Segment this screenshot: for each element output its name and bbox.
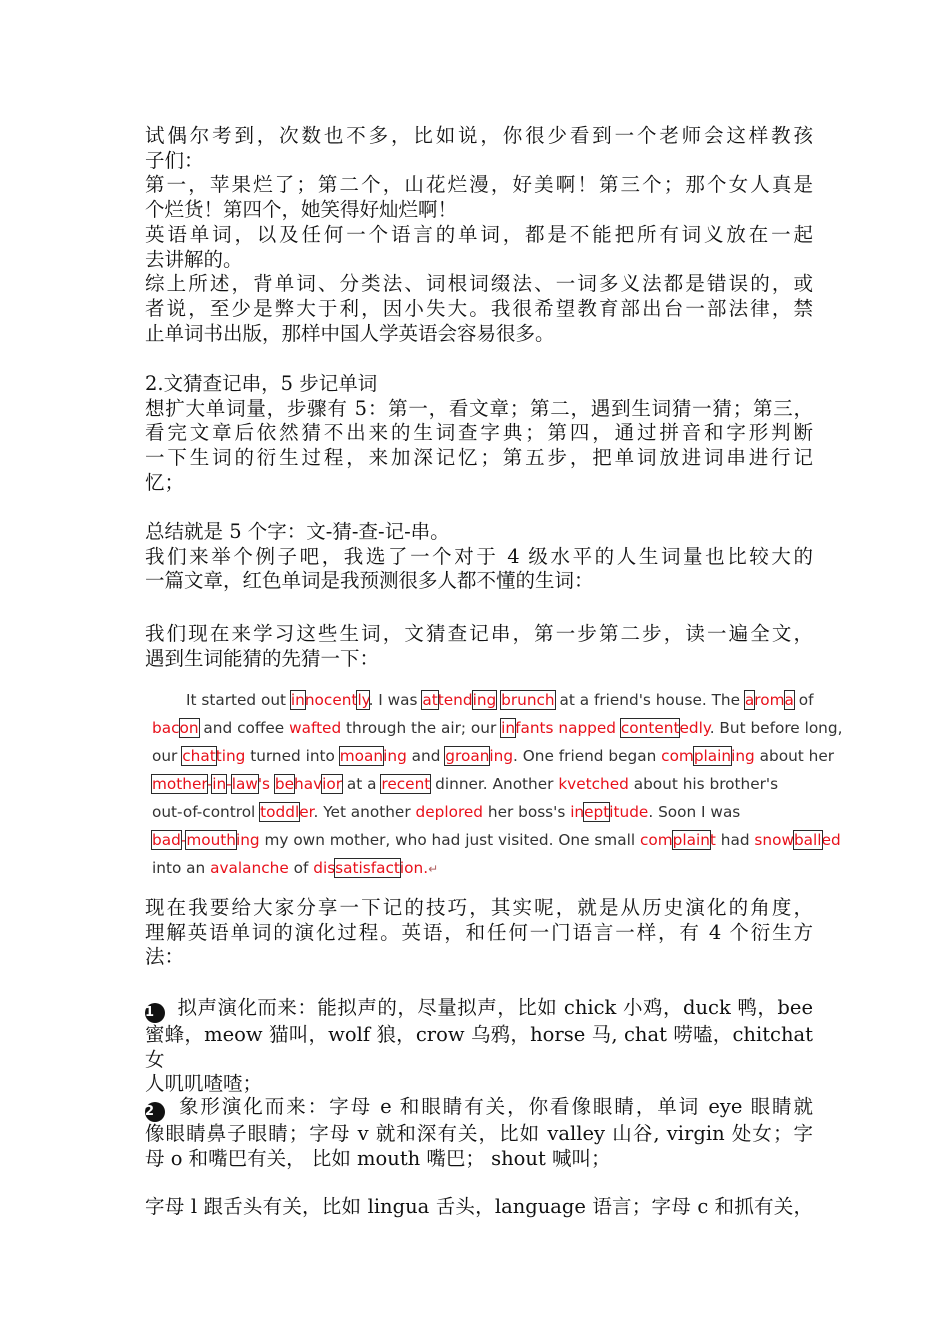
vocab-word-wafted: wafted (289, 719, 342, 737)
passage-text: . Yet another (313, 803, 416, 821)
vocab-word-bacon: bacon (152, 719, 199, 737)
passage-text: of (793, 691, 814, 709)
text-line: 理解英语单词的演化过程。英语，和任何一门语言一样，有 4 个衍生方 (145, 920, 813, 944)
vocab-word-innocently: innocently (290, 691, 369, 709)
text-line: 现在我要给大家分享一下记的技巧，其实呢，就是从历史演化的角度， (145, 896, 813, 919)
share-paragraph (145, 896, 813, 970)
passage-text: about her (754, 747, 835, 765)
passage-text: her boss's (483, 803, 571, 821)
passage-line (152, 770, 812, 798)
text-line: 字母 l 跟舌头有关，比如 lingua 舌头，language 语言；字母 c 和抓有关， (145, 1195, 813, 1218)
text-line: 者说，至少是弊大于利，因小失大。我很希望教育部出台一部法律，禁 (145, 296, 813, 320)
passage-text: . But before long, (709, 719, 843, 737)
vocab-word-dissatisfaction: dissatisfaction. (313, 859, 429, 877)
text-line: 总结就是 5 个字：文-猜-查-记-串。 (145, 520, 450, 543)
passage-text: and coffee (198, 719, 290, 737)
text-line: 个烂货！第四个，她笑得好灿烂啊！ (145, 198, 458, 222)
text-line: 试偶尔考到，次数也不多，比如说，你很少看到一个老师会这样教孩 (145, 124, 813, 147)
passage-text: turned into (245, 747, 340, 765)
text-line: 去讲解的。 (145, 247, 243, 271)
text-line: 想扩大单词量，步骤有 5：第一，看文章；第二，遇到生词猜一猜；第三， (145, 396, 813, 420)
vocab-word-aroma: aroma (744, 691, 794, 709)
vocab-word-deplored: deplored (415, 803, 484, 821)
passage-text: into an (152, 859, 211, 877)
passage-text: . One friend began (513, 747, 662, 765)
text-line: 综上所述，背单词、分类法、词根词缀法、一词多义法都是错误的，或 (145, 272, 813, 296)
passage-text: . Soon I was (648, 803, 741, 821)
passage-line (152, 714, 843, 742)
intro-paragraph (145, 124, 813, 346)
section-heading: 2.文猜查记串，5 步记单词 (145, 372, 378, 395)
vocab-word-napped: napped (558, 719, 616, 737)
passage-text: out-of-control (152, 803, 261, 821)
passage-line (152, 854, 812, 883)
vocab-word-brunch: brunch (501, 691, 555, 709)
passage-text: at a friend's house. The (554, 691, 745, 709)
vocab-word-contentedly: contentedly (620, 719, 710, 737)
passage-text: had (715, 831, 755, 849)
text-line: 我们现在来学习这些生词，文猜查记串，第一步第二步，读一遍全文， (145, 622, 813, 645)
passage-text: my own mother, who had just visited. One small (259, 831, 640, 849)
vocab-word-moaning: moaning (339, 747, 407, 765)
passage-line (152, 826, 841, 854)
vocab-word-bad-mouthing: bad-mouthing (152, 831, 260, 849)
text-line: 人叽叽喳喳； (145, 1072, 263, 1096)
passage-text: about his brother's (628, 775, 779, 793)
text-line: 子们： (145, 148, 204, 172)
passage-text: . I was (368, 691, 423, 709)
method-2-paragraph (145, 1095, 813, 1171)
text-line: 英语单词，以及任何一个语言的单词，都是不能把所有词义放在一起 (145, 222, 813, 246)
letter-l-paragraph (145, 1195, 813, 1220)
passage-text: at a (342, 775, 382, 793)
text-line: 法： (145, 945, 185, 969)
step-paragraph (145, 622, 813, 671)
passage-line (152, 798, 812, 826)
vocab-word-avalanche: avalanche (210, 859, 289, 877)
method-1-paragraph (145, 996, 813, 1097)
text-line: 一篇文章，红色单词是我预测很多人都不懂的生词： (145, 569, 594, 593)
text-line: 一下生词的衍生过程，来加深记忆；第五步，把单词放进词串进行记 (145, 446, 813, 470)
passage-text: through the air; our (341, 719, 502, 737)
text-line: 忆； (145, 470, 185, 494)
circled-number-2-icon: 2 (145, 1102, 165, 1122)
passage-text: dinner. Another (430, 775, 559, 793)
passage-line (186, 686, 812, 714)
vocab-word-kvetched: kvetched (558, 775, 629, 793)
vocab-word-complaint: complaint (639, 831, 716, 849)
vocab-word-recent: recent (381, 775, 431, 793)
example-passage (152, 686, 843, 883)
paragraph-return-icon: ↵ (428, 862, 439, 876)
vocab-word-toddler: toddler (260, 803, 314, 821)
vocab-word-groaning: groaning (445, 747, 514, 765)
text-line: 蜜蜂，meow 猫叫，wolf 狼，crow 乌鸦，horse 马, chat 唠嗑，chitchat 女 (145, 1023, 813, 1071)
vocab-word-infants: infants (501, 719, 554, 737)
text-line: 遇到生词能猜的先猜一下： (145, 646, 380, 670)
passage-text: of (288, 859, 314, 877)
vocab-word-ineptitude: ineptitude (570, 803, 649, 821)
text-line: 我们来举个例子吧，我选了一个对于 4 级水平的人生词量也比较大的 (145, 544, 813, 568)
passage-line (152, 742, 835, 770)
circled-number-1-icon: 1 (145, 1003, 165, 1023)
vocab-word-snowballed: snowballed (754, 831, 841, 849)
passage-text: and (406, 747, 446, 765)
text-line: 2 象形演化而来：字母 e 和眼睛有关，你看像眼睛，单词 eye 眼睛就 (145, 1095, 813, 1122)
text-line: 母 o 和嘴巴有关， 比如 mouth 嘴巴； shout 喊叫； (145, 1146, 611, 1170)
vocab-word-attending: attending (422, 691, 497, 709)
passage-text: our (152, 747, 183, 765)
passage-text: It started out (186, 691, 291, 709)
text-line: 止单词书出版，那样中国人学英语会容易很多。 (145, 321, 555, 345)
vocab-word-mother-in-law: mother-in-law's (152, 775, 271, 793)
text-line: 像眼睛鼻子眼睛；字母 v 就和深有关，比如 valley 山谷, virgin 处女；字 (145, 1122, 813, 1145)
vocab-word-complaining: complaining (661, 747, 755, 765)
text-line: 看完文章后依然猜不出来的生词查字典；第四，通过拼音和字形判断 (145, 421, 813, 445)
text-line: 1 拟声演化而来：能拟声的，尽量拟声，比如 chick 小鸡，duck 鸭，bee (145, 996, 813, 1023)
section-2 (145, 372, 813, 496)
vocab-word-behavior: behavior (274, 775, 343, 793)
vocab-word-chatting: chatting (182, 747, 246, 765)
text-line: 第一，苹果烂了；第二个，山花烂漫，好美啊！第三个；那个女人真是 (145, 173, 813, 197)
summary-paragraph (145, 520, 813, 594)
